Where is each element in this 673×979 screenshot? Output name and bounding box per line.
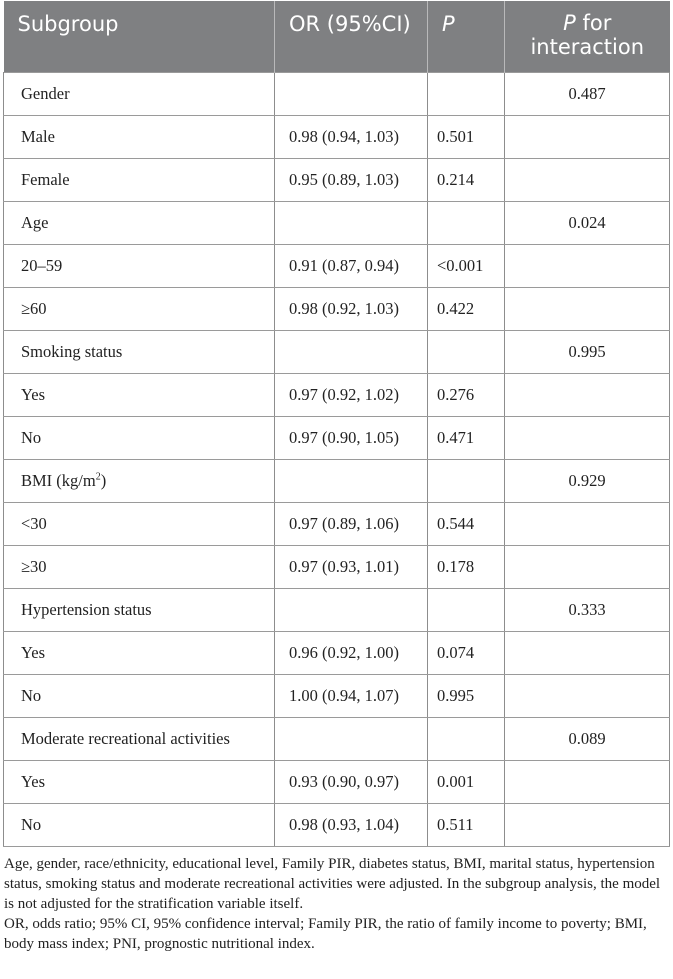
header-p [428, 1, 505, 72]
p-interaction-cell: 0.929 [505, 459, 670, 502]
table-row [4, 287, 670, 330]
p-cell: 0.511 [428, 803, 505, 846]
table-row [4, 545, 670, 588]
table-row [4, 330, 670, 373]
p-cell: 0.544 [428, 502, 505, 545]
or-cell: 0.97 (0.93, 1.01) [275, 545, 428, 588]
or-cell: 0.93 (0.90, 0.97) [275, 760, 428, 803]
or-cell: 0.91 (0.87, 0.94) [275, 244, 428, 287]
subgroup-cell: <30 [4, 502, 275, 545]
subgroup-cell: Yes [4, 373, 275, 416]
p-interaction-cell [505, 158, 670, 201]
p-cell: <0.001 [428, 244, 505, 287]
subgroup-cell: No [4, 803, 275, 846]
p-cell: 0.276 [428, 373, 505, 416]
table-row [4, 158, 670, 201]
p-interaction-cell: 0.487 [505, 72, 670, 115]
header-p-interaction-for: for [575, 11, 612, 35]
or-cell [275, 588, 428, 631]
or-cell: 0.98 (0.92, 1.03) [275, 287, 428, 330]
subgroup-cell: ≥30 [4, 545, 275, 588]
p-interaction-cell [505, 115, 670, 158]
p-cell: 0.501 [428, 115, 505, 158]
p-cell [428, 72, 505, 115]
table-row [4, 717, 670, 760]
subgroup-cell [4, 459, 275, 502]
subgroup-cell: Age [4, 201, 275, 244]
or-cell: 0.98 (0.94, 1.03) [275, 115, 428, 158]
or-cell: 1.00 (0.94, 1.07) [275, 674, 428, 717]
p-cell [428, 459, 505, 502]
table-row [4, 72, 670, 115]
subgroup-label-superscript: 2 [95, 471, 101, 482]
header-or: OR (95%CI) [275, 1, 428, 72]
subgroup-cell: No [4, 416, 275, 459]
header-p-text: P [442, 12, 455, 36]
p-interaction-cell [505, 631, 670, 674]
or-cell [275, 201, 428, 244]
p-cell [428, 201, 505, 244]
or-cell: 0.97 (0.89, 1.06) [275, 502, 428, 545]
p-cell [428, 717, 505, 760]
table-header-row [4, 1, 670, 72]
or-cell: 0.97 (0.90, 1.05) [275, 416, 428, 459]
subgroup-cell: No [4, 674, 275, 717]
table-row [4, 416, 670, 459]
p-interaction-cell [505, 760, 670, 803]
p-interaction-cell [505, 545, 670, 588]
subgroup-label: BMI (kg/m [21, 470, 96, 490]
table-row [4, 502, 670, 545]
table-row [4, 373, 670, 416]
table-row [4, 459, 670, 502]
p-interaction-cell: 0.024 [505, 201, 670, 244]
p-interaction-cell [505, 373, 670, 416]
subgroup-label-suffix: ) [100, 470, 107, 490]
or-cell: 0.98 (0.93, 1.04) [275, 803, 428, 846]
p-interaction-cell: 0.333 [505, 588, 670, 631]
subgroup-cell: Smoking status [4, 330, 275, 373]
subgroup-cell: Moderate recreational activities [4, 717, 275, 760]
p-cell [428, 330, 505, 373]
table-row [4, 201, 670, 244]
or-cell: 0.95 (0.89, 1.03) [275, 158, 428, 201]
p-cell: 0.422 [428, 287, 505, 330]
or-cell [275, 717, 428, 760]
p-interaction-cell [505, 416, 670, 459]
p-interaction-cell: 0.089 [505, 717, 670, 760]
p-cell: 0.074 [428, 631, 505, 674]
subgroup-cell: Male [4, 115, 275, 158]
subgroup-cell: Hypertension status [4, 588, 275, 631]
header-subgroup: Subgroup [4, 1, 275, 72]
table-row [4, 803, 670, 846]
table-row [4, 588, 670, 631]
p-cell: 0.214 [428, 158, 505, 201]
or-cell [275, 330, 428, 373]
or-cell: 0.97 (0.92, 1.02) [275, 373, 428, 416]
or-cell [275, 72, 428, 115]
table-body [4, 72, 670, 846]
subgroup-cell: Yes [4, 760, 275, 803]
subgroup-cell: Yes [4, 631, 275, 674]
or-cell [275, 459, 428, 502]
footnote-adjustment: Age, gender, race/ethnicity, educational level, Family PIR, diabetes status, BMI, marital status, hypertension status, smoking status and moderate recreational activities were adjusted. In the subgroup analysis, the model is not adjusted for the stratification variable itself. [4, 856, 661, 912]
p-cell: 0.178 [428, 545, 505, 588]
p-cell: 0.995 [428, 674, 505, 717]
p-interaction-cell [505, 674, 670, 717]
p-interaction-cell [505, 803, 670, 846]
p-cell: 0.001 [428, 760, 505, 803]
header-p-interaction-p: P [563, 11, 576, 35]
header-p-interaction [505, 1, 670, 72]
p-interaction-cell [505, 287, 670, 330]
subgroup-cell: 20–59 [4, 244, 275, 287]
subgroup-cell: ≥60 [4, 287, 275, 330]
table-row [4, 760, 670, 803]
or-cell: 0.96 (0.92, 1.00) [275, 631, 428, 674]
table-row [4, 244, 670, 287]
p-interaction-cell: 0.995 [505, 330, 670, 373]
table-row [4, 674, 670, 717]
subgroup-cell: Gender [4, 72, 275, 115]
p-cell: 0.471 [428, 416, 505, 459]
subgroup-cell: Female [4, 158, 275, 201]
p-cell [428, 588, 505, 631]
table-row [4, 115, 670, 158]
footnote-abbreviations: OR, odds ratio; 95% CI, 95% confidence interval; Family PIR, the ratio of family income to poverty; BMI, body mass index; PNI, prognostic nutritional index. [4, 916, 647, 952]
p-interaction-cell [505, 502, 670, 545]
table-row [4, 631, 670, 674]
subgroup-table [3, 1, 670, 847]
header-p-interaction-word: interaction [530, 35, 645, 59]
p-interaction-cell [505, 244, 670, 287]
table-footnotes [4, 854, 668, 954]
